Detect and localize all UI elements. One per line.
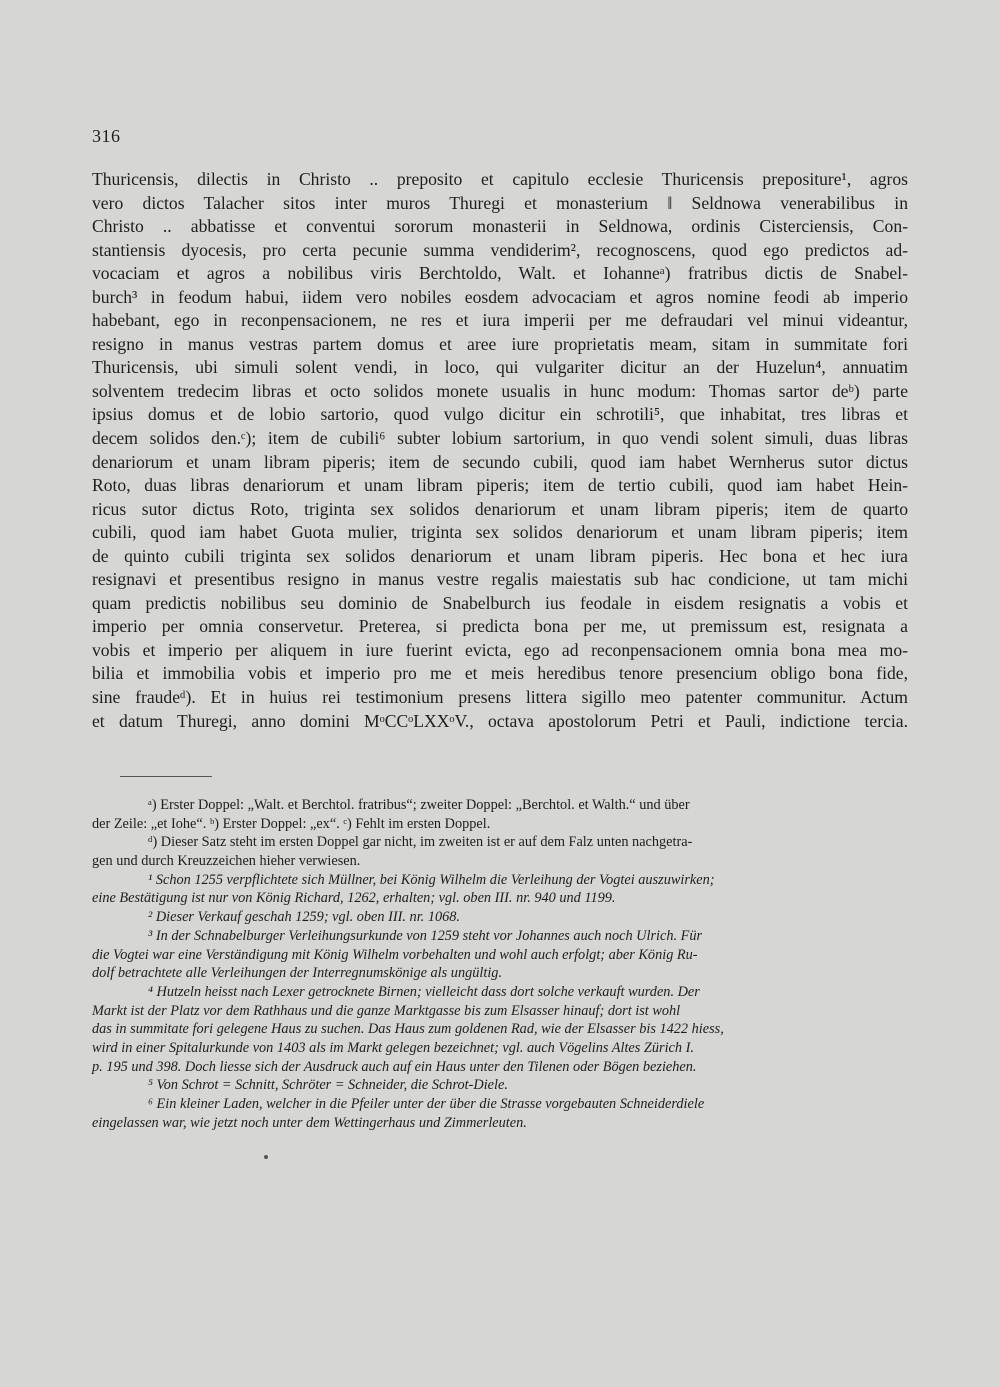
footnote-line: ⁴ Hutzeln heisst nach Lexer getrocknete Birnen; vielleicht dass dort solche verkauft wurden. Der xyxy=(148,983,700,1000)
main-text-line: resignavi et presentibus resigno in manus vestre regalis maiestatis sub hac condicione, ut tam michi xyxy=(92,569,908,590)
main-text-line: vocaciam et agros a nobilibus viris Berchtoldo, Walt. et Iohanneᵃ) fratribus dictis de Snabel- xyxy=(92,263,908,284)
main-text-line: Thuricensis, ubi simuli solent vendi, in loco, qui vulgariter dicitur an der Huzelun⁴, annuatim xyxy=(92,357,908,378)
main-text-line: decem solidos den.ᶜ); item de cubili⁶ subter lobium sartorium, in quo vendi solent simuli, duas libras xyxy=(92,428,908,449)
main-text-line: solventem tredecim libras et octo solidos monete usualis in hunc modum: Thomas sartor deᵇ) parte xyxy=(92,380,908,401)
main-text xyxy=(92,168,908,733)
main-text-line: cubili, quod iam habet Guota mulier, triginta sex solidos denariorum et unam libram piperis; item xyxy=(92,522,908,543)
main-text-line: ricus sutor dictus Roto, triginta sex solidos denariorum et unam libram piperis; item de quarto xyxy=(92,498,908,519)
ink-speck xyxy=(264,1155,268,1159)
footnotes xyxy=(92,796,908,1132)
footnote-line: wird in einer Spitalurkunde von 1403 als im Markt gelegen bezeichnet; vgl. auch Vögelins Altes Zürich I. xyxy=(92,1039,694,1056)
main-text-line: resigno in manus vestras partem domus et aree iure proprietatis meam, sitam in summitate fori xyxy=(92,333,908,354)
footnote xyxy=(92,1076,908,1095)
footnote-line: p. 195 und 398. Doch liesse sich der Ausdruck auch auf ein Haus unter den Tilenen oder Bögen beziehen. xyxy=(92,1058,697,1075)
main-text-line: bilia et immobilia vobis et imperio pro me et meis heredibus tenore presencium obligo bona fide, xyxy=(92,663,908,684)
footnote-line: Markt ist der Platz vor dem Rathhaus und die ganze Marktgasse bis zum Elsasser hinauf; dort ist wohl xyxy=(92,1002,681,1019)
footnote xyxy=(92,796,908,833)
footnote-line: ⁶ Ein kleiner Laden, welcher in die Pfeiler unter der über die Strasse vorgebauten Schneiderdiele xyxy=(148,1096,705,1112)
main-text-line: quam predictis nobilibus seu dominio de Snabelburch ius feodale in eisdem resignatis a vobis et xyxy=(92,592,908,613)
main-text-line: vero dictos Talacher sitos inter muros Thuregi et monasterium ‖ Seldnowa venerabilibus in xyxy=(92,192,908,213)
main-text-line: ipsius domus et de lobio sartorio, quod vulgo dicitur ein schrotili⁵, que inhabitat, tres libras et xyxy=(92,404,908,425)
footnote-separator xyxy=(120,776,212,777)
footnote-line: eine Bestätigung ist nur von König Richard, 1262, erhalten; vgl. oben III. nr. 940 und 1199. xyxy=(92,890,616,907)
main-text-line: stantiensis dyocesis, pro certa pecunie summa vendiderim², recognoscens, quod ego predictos ad- xyxy=(92,239,908,260)
footnote-line: das in summitate fori gelegene Haus zu suchen. Das Haus zum goldenen Rad, wie der Elsasser bis 1422 hiess, xyxy=(92,1021,724,1038)
main-text-line: et datum Thuregi, anno domini MᵒCCᵒLXXᵒV., octava apostolorum Petri et Pauli, indictione tercia. xyxy=(92,710,908,731)
footnote xyxy=(92,927,908,983)
footnote-line: ᵈ) Dieser Satz steht im ersten Doppel gar nicht, im zweiten ist er auf dem Falz unten nachgetra- xyxy=(148,834,693,851)
page-number: 316 xyxy=(92,126,121,146)
footnote-line: die Vogtei war eine Verständigung mit König Wilhelm vorbehalten und wohl auch erfolgt; aber König Ru- xyxy=(92,946,698,963)
footnote-line: ⁵ Von Schrot = Schnitt, Schröter = Schneider, die Schrot-Diele. xyxy=(148,1077,508,1094)
footnote xyxy=(92,871,908,908)
main-text-line: Christo .. abbatisse et conventui sororum monasterii in Seldnowa, ordinis Cisterciensis, Con- xyxy=(92,216,908,237)
footnote xyxy=(92,833,908,870)
footnote xyxy=(92,983,908,1076)
main-text-line: habebant, ego in reconpensacionem, ne res et iura imperii per me defraudari vel minui videantur, xyxy=(92,310,908,331)
footnote-line: der Zeile: „et Iohe“. ᵇ) Erster Doppel: „ex“. ᶜ) Fehlt im ersten Doppel. xyxy=(92,815,491,832)
footnote-line: ᵃ) Erster Doppel: „Walt. et Berchtol. fratribus“; zweiter Doppel: „Berchtol. et Walth.“ und über xyxy=(148,797,690,813)
footnote-line: ³ In der Schnabelburger Verleihungsurkunde von 1259 steht vor Johannes auch noch Ulrich. Für xyxy=(148,927,703,944)
main-text-line: de quinto cubili triginta sex solidos denariorum et unam libram piperis. Hec bona et hec iura xyxy=(92,545,908,566)
footnote-line: eingelassen war, wie jetzt noch unter dem Wettingerhaus und Zimmerleuten. xyxy=(92,1114,527,1131)
main-text-line: vobis et imperio per aliquem in iure fuerint evicta, ego ad reconpensacionem omnia bona mea mo- xyxy=(92,639,908,660)
footnote xyxy=(92,1095,908,1132)
main-text-line: sine fraudeᵈ). Et in huius rei testimonium presens littera sigillo meo patenter communitur. Actum xyxy=(92,687,908,708)
main-text-line: Roto, duas libras denariorum et unam libram piperis; item de tertio cubili, quod iam habet Hein- xyxy=(92,475,908,496)
main-text-line: denariorum et unam libram piperis; item de secundo cubili, quod iam habet Wernherus sutor dictus xyxy=(92,451,908,472)
footnote-line: gen und durch Kreuzzeichen hieher verwiesen. xyxy=(92,853,361,870)
main-text-line: Thuricensis, dilectis in Christo .. preposito et capitulo ecclesie Thuricensis prepositure¹, agros xyxy=(92,169,908,189)
footnote-line: ² Dieser Verkauf geschah 1259; vgl. oben III. nr. 1068. xyxy=(148,909,461,926)
main-text-line: imperio per omnia conservetur. Preterea, si predicta bona per me, ut premissum est, resignata a xyxy=(92,616,908,637)
footnote-line: dolf betrachtete alle Verleihungen der Interregnumskönige als ungültig. xyxy=(92,965,503,982)
footnote-line: ¹ Schon 1255 verpflichtete sich Müllner, bei König Wilhelm die Verleihung der Vogtei auszuwirken; xyxy=(148,871,715,888)
main-text-line: burch³ in feodum habui, iidem vero nobiles eosdem advocaciam et agros nomine feodi ab imperio xyxy=(92,286,908,307)
footnote xyxy=(92,908,908,927)
